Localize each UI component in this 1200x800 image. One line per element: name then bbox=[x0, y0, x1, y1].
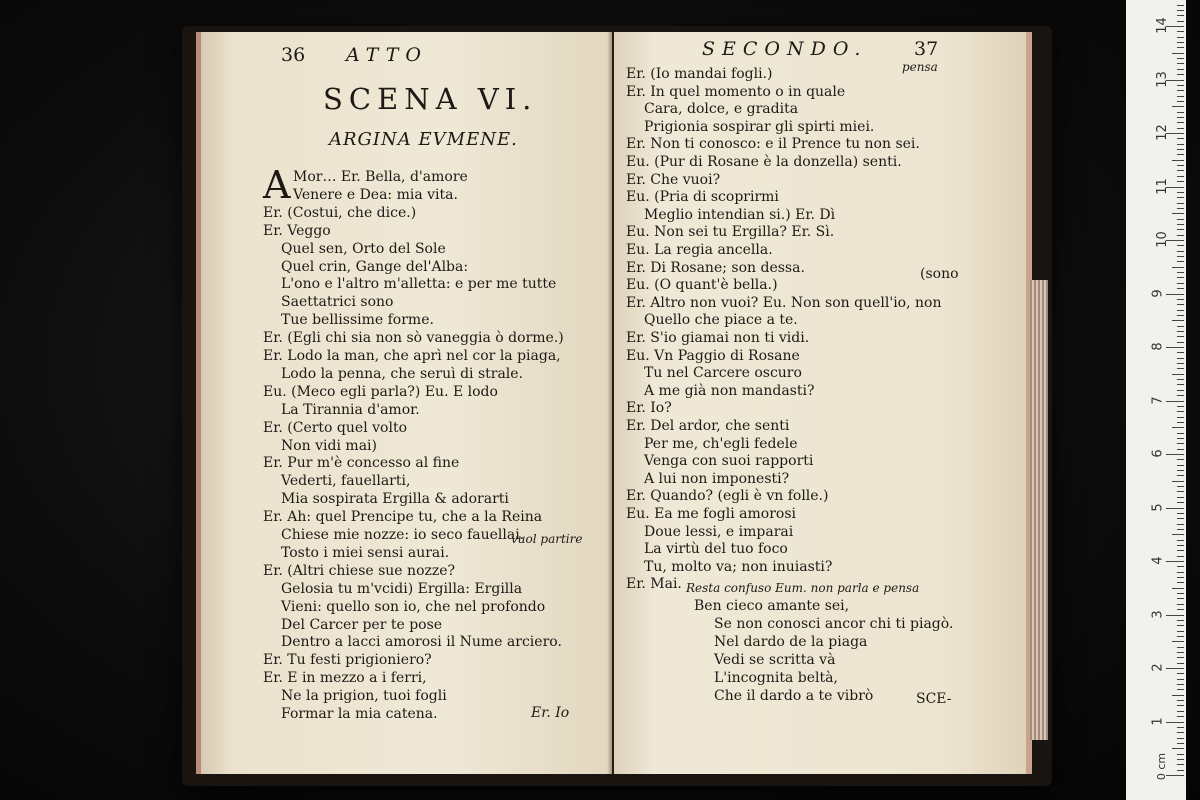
ruler-tick bbox=[1177, 647, 1184, 648]
ruler-tick bbox=[1177, 379, 1184, 380]
ruler-tick bbox=[1177, 598, 1184, 599]
verse-line: Er. (Costui, che dice.) bbox=[263, 204, 417, 221]
ruler-tick bbox=[1177, 759, 1184, 760]
ruler-tick bbox=[1177, 443, 1184, 444]
page-number-right: 37 bbox=[914, 38, 939, 60]
ruler-tick bbox=[1177, 331, 1184, 332]
verse-line: Er. (Io mandai fogli.) bbox=[626, 66, 773, 82]
ruler-tick bbox=[1177, 550, 1184, 551]
verse-line: Er. Ah: quel Prencipe tu, che a la Reina bbox=[263, 509, 543, 526]
ruler-tick bbox=[1177, 5, 1184, 6]
ruler-tick bbox=[1177, 128, 1184, 129]
ruler-tick bbox=[1166, 401, 1184, 402]
ruler-tick bbox=[1177, 486, 1184, 487]
ruler-tick bbox=[1177, 459, 1184, 460]
stage-direction-right: Resta confuso Eum. non parla e pensa bbox=[686, 581, 920, 595]
ruler-tick bbox=[1177, 475, 1184, 476]
verse-line: La Tirannia d'amor. bbox=[281, 401, 420, 418]
verse-line: Er. Pur m'è concesso al fine bbox=[263, 455, 460, 472]
ruler-tick bbox=[1172, 374, 1184, 375]
verse-line: Tosto i miei sensi aurai. bbox=[281, 544, 450, 561]
stage-direction-left: vuol partire bbox=[511, 532, 583, 546]
ruler-tick bbox=[1177, 85, 1184, 86]
ruler-tick bbox=[1177, 738, 1184, 739]
ruler-tick bbox=[1177, 513, 1184, 514]
ruler-tick bbox=[1177, 679, 1184, 680]
ruler-tick bbox=[1177, 406, 1184, 407]
ruler-tick bbox=[1166, 294, 1184, 295]
ruler-tick bbox=[1177, 470, 1184, 471]
ruler-tick bbox=[1177, 582, 1184, 583]
ruler-tick bbox=[1172, 160, 1184, 161]
ruler-tick bbox=[1172, 695, 1184, 696]
verse-line: Saettatrici sono bbox=[281, 294, 394, 311]
ruler-tick bbox=[1177, 101, 1184, 102]
ruler-tick bbox=[1177, 154, 1184, 155]
verse-line: Meglio intendian si.) Er. Dì bbox=[644, 206, 836, 223]
ruler-tick bbox=[1177, 63, 1184, 64]
ruler-number: 8 bbox=[1150, 342, 1166, 351]
ruler-tick bbox=[1177, 620, 1184, 621]
ruler-tick bbox=[1177, 743, 1184, 744]
ruler-tick bbox=[1177, 138, 1184, 139]
ruler-tick bbox=[1177, 518, 1184, 519]
ruler-tick bbox=[1177, 149, 1184, 150]
ruler-tick bbox=[1177, 684, 1184, 685]
ruler-tick bbox=[1177, 363, 1184, 364]
ruler-tick bbox=[1172, 320, 1184, 321]
ruler-tick bbox=[1177, 689, 1184, 690]
ruler-tick bbox=[1166, 775, 1184, 776]
ruler-tick bbox=[1177, 556, 1184, 557]
ruler-unit-label: 0 cm bbox=[1155, 752, 1169, 781]
verse-line: Er. Mai. bbox=[626, 576, 682, 593]
verse-line: Er. Veggo bbox=[263, 222, 331, 239]
aria-line: Che il dardo a te vibrò bbox=[714, 688, 874, 704]
ruler-tick bbox=[1172, 534, 1184, 535]
ruler-tick bbox=[1177, 422, 1184, 423]
verse-line: A me già non mandasti? bbox=[644, 382, 815, 399]
verse-line: Er. Del ardor, che senti bbox=[626, 418, 790, 434]
ruler-tick bbox=[1177, 700, 1184, 701]
ruler-tick bbox=[1177, 315, 1184, 316]
ruler-number: 7 bbox=[1150, 395, 1166, 405]
ruler-tick bbox=[1177, 395, 1184, 396]
ruler-tick bbox=[1177, 336, 1184, 337]
ruler-tick bbox=[1177, 251, 1184, 252]
verse-line: La virtù del tuo foco bbox=[644, 541, 788, 558]
ruler-tick bbox=[1177, 47, 1184, 48]
ruler-tick bbox=[1177, 74, 1184, 75]
verse-line: Tu nel Carcere oscuro bbox=[644, 365, 802, 382]
ruler-tick bbox=[1177, 727, 1184, 728]
ruler-tick bbox=[1177, 754, 1184, 755]
ruler-tick bbox=[1172, 427, 1184, 428]
verse-line: Er. (Egli chi sia non sò vaneggia ò dorme.) bbox=[263, 330, 564, 347]
ruler-tick bbox=[1177, 770, 1184, 771]
verse-line: Eu. La regia ancella. bbox=[626, 242, 773, 258]
ruler-tick bbox=[1177, 609, 1184, 610]
verse-line: Quel sen, Orto del Sole bbox=[281, 240, 446, 257]
aria-line: L'incognita beltà, bbox=[714, 670, 838, 686]
ruler-tick bbox=[1177, 663, 1184, 664]
running-head-right: SECONDO. bbox=[702, 38, 868, 60]
ruler-tick bbox=[1172, 748, 1184, 749]
aria-line: Ben cieco amante sei, bbox=[694, 598, 850, 614]
ruler-tick bbox=[1177, 310, 1184, 311]
ruler-tick bbox=[1177, 144, 1184, 145]
verse-line: Quel crin, Gange del'Alba: bbox=[281, 258, 469, 275]
ruler-tick bbox=[1177, 631, 1184, 632]
ruler-tick bbox=[1177, 288, 1184, 289]
ruler-tick bbox=[1166, 454, 1184, 455]
ruler-tick bbox=[1177, 657, 1184, 658]
ruler-tick bbox=[1172, 213, 1184, 214]
ruler-tick bbox=[1166, 561, 1184, 562]
ruler-tick bbox=[1177, 21, 1184, 22]
verse-line: Ne la prigion, tuoi fogli bbox=[281, 688, 447, 705]
ruler-tick bbox=[1177, 491, 1184, 492]
ruler-tick bbox=[1177, 197, 1184, 198]
ruler-tick bbox=[1166, 615, 1184, 616]
ruler-number: 13 bbox=[1154, 70, 1170, 88]
verse-line: Eu. (Pur di Rosane è la donzella) senti. bbox=[626, 154, 902, 170]
ruler-tick bbox=[1177, 390, 1184, 391]
ruler-tick bbox=[1177, 326, 1184, 327]
ruler-tick bbox=[1177, 652, 1184, 653]
ruler-tick bbox=[1177, 277, 1184, 278]
verse-line: Er. Non ti conosco: e il Prence tu non sei. bbox=[626, 136, 920, 153]
verse-line: Er. Quando? (egli è vn folle.) bbox=[626, 488, 829, 505]
ruler-tick bbox=[1172, 481, 1184, 482]
verse-line: Er. Tu festi prigioniero? bbox=[263, 652, 432, 669]
ruler-tick bbox=[1177, 261, 1184, 262]
ruler-number: 12 bbox=[1154, 124, 1170, 141]
ruler-tick bbox=[1177, 593, 1184, 594]
margin-note-sono: (sono bbox=[920, 266, 959, 282]
drop-cap: A bbox=[263, 163, 291, 207]
ruler-number: 1 bbox=[1150, 716, 1166, 726]
verse-line: Non vidi mai) bbox=[281, 437, 377, 454]
verse-line: Mor… Er. Bella, d'amore bbox=[293, 169, 468, 185]
verse-line: Tu, molto va; non inuiasti? bbox=[644, 558, 833, 575]
verse-line: Prigionia sospirar gli spirti miei. bbox=[644, 118, 875, 135]
ruler-tick bbox=[1177, 625, 1184, 626]
ruler-tick bbox=[1177, 411, 1184, 412]
verse-line: Er. (Certo quel volto bbox=[263, 419, 407, 436]
ruler-tick bbox=[1172, 641, 1184, 642]
ruler-tick bbox=[1177, 203, 1184, 204]
verse-line: Quello che piace a te. bbox=[644, 312, 798, 329]
ruler-tick bbox=[1177, 604, 1184, 605]
verse-line: Eu. (O quant'è bella.) bbox=[626, 277, 778, 294]
ruler-number: 4 bbox=[1150, 556, 1166, 565]
verse-line: Eu. (Pria di scoprirmi bbox=[626, 189, 779, 206]
scene-characters: ARGINA EVMENE. bbox=[329, 129, 518, 150]
ruler-tick bbox=[1177, 732, 1184, 733]
ruler-tick bbox=[1177, 497, 1184, 498]
ruler-tick bbox=[1172, 53, 1184, 54]
running-head-left: ATTO bbox=[346, 44, 428, 66]
aria-line: Vedi se scritta và bbox=[714, 652, 836, 668]
ruler-tick bbox=[1172, 267, 1184, 268]
margin-note-top: pensa bbox=[902, 60, 938, 74]
aria-line: Nel dardo de la piaga bbox=[714, 634, 868, 650]
ruler-tick bbox=[1177, 673, 1184, 674]
ruler-tick bbox=[1177, 117, 1184, 118]
left-page bbox=[196, 32, 612, 774]
right-page bbox=[614, 32, 1032, 774]
ruler-tick bbox=[1177, 122, 1184, 123]
ruler-tick bbox=[1177, 256, 1184, 257]
verse-line: Gelosia tu m'vcidi) Ergilla: Ergilla bbox=[281, 580, 523, 597]
ruler-tick bbox=[1172, 106, 1184, 107]
ruler-number: 5 bbox=[1150, 502, 1166, 512]
verse-line: Vieni: quello son io, che nel profondo bbox=[281, 598, 546, 615]
ruler-tick bbox=[1177, 304, 1184, 305]
verse-line: Eu. Ea me fogli amorosi bbox=[626, 506, 796, 522]
verse-line: Lodo la penna, che seruì di strale. bbox=[281, 365, 524, 382]
ruler-tick bbox=[1177, 711, 1184, 712]
ruler-tick bbox=[1177, 208, 1184, 209]
ruler-tick bbox=[1166, 722, 1184, 723]
ruler-tick bbox=[1177, 524, 1184, 525]
ruler-tick bbox=[1177, 572, 1184, 573]
ruler-tick bbox=[1177, 37, 1184, 38]
ruler-tick bbox=[1177, 577, 1184, 578]
ruler-tick bbox=[1177, 192, 1184, 193]
verse-line: Del Carcer per te pose bbox=[281, 616, 443, 633]
ruler-tick bbox=[1177, 272, 1184, 273]
verse-line: Venere e Dea: mia vita. bbox=[293, 186, 458, 203]
ruler-tick bbox=[1177, 352, 1184, 353]
verse-line: Er. Altro non vuoi? Eu. Non son quell'io, non bbox=[626, 294, 942, 311]
ruler-tick bbox=[1177, 529, 1184, 530]
catchword-right: SCE- bbox=[916, 691, 952, 707]
verse-line: Er. Io? bbox=[626, 400, 672, 417]
ruler-tick bbox=[1177, 58, 1184, 59]
catchword-left: Er. Io bbox=[531, 705, 570, 721]
ruler-tick bbox=[1177, 705, 1184, 706]
ruler-tick bbox=[1177, 170, 1184, 171]
ruler-tick bbox=[1177, 764, 1184, 765]
verse-line: Eu. Vn Paggio di Rosane bbox=[626, 347, 800, 364]
ruler-tick bbox=[1177, 342, 1184, 343]
ruler-tick bbox=[1177, 566, 1184, 567]
ruler-tick bbox=[1177, 181, 1184, 182]
ruler-tick bbox=[1177, 219, 1184, 220]
ruler-tick bbox=[1177, 417, 1184, 418]
ruler-number: 2 bbox=[1150, 663, 1166, 672]
verse-line: Eu. (Meco egli parla?) Eu. E lodo bbox=[263, 383, 498, 400]
verse-line: Er. S'io giamai non ti vidi. bbox=[626, 330, 810, 346]
verse-line: Mia sospirata Ergilla & adorarti bbox=[281, 491, 509, 508]
ruler-tick bbox=[1177, 15, 1184, 16]
ruler-tick bbox=[1177, 716, 1184, 717]
verse-line: Eu. Non sei tu Ergilla? Er. Sì. bbox=[626, 224, 835, 241]
ruler-number: 11 bbox=[1154, 177, 1170, 195]
verse-line: Venga con suoi rapporti bbox=[644, 453, 814, 470]
ruler-tick bbox=[1177, 31, 1184, 32]
verse-line: Er. Che vuoi? bbox=[626, 171, 721, 188]
verse-line: Per me, ch'egli fedele bbox=[644, 435, 798, 452]
verse-line: Dentro a lacci amorosi il Nume arciero. bbox=[281, 634, 562, 651]
ruler-tick bbox=[1172, 588, 1184, 589]
verse-line: Er. E in mezzo a i ferri, bbox=[263, 670, 427, 687]
ruler-tick bbox=[1177, 69, 1184, 70]
verse-line: Doue lessi, e imparai bbox=[644, 523, 794, 540]
ruler-tick bbox=[1177, 224, 1184, 225]
ruler-number: 3 bbox=[1150, 609, 1166, 619]
ruler-tick bbox=[1177, 176, 1184, 177]
scene-title: SCENA VI. bbox=[323, 82, 538, 116]
ruler-tick bbox=[1177, 438, 1184, 439]
ruler-tick bbox=[1177, 96, 1184, 97]
verse-line: Er. Di Rosane; son dessa. bbox=[626, 259, 805, 276]
aria-line: Se non conosci ancor chi ti piagò. bbox=[714, 616, 954, 632]
ruler-tick bbox=[1177, 245, 1184, 246]
verse-line: Er. In quel momento o in quale bbox=[626, 83, 846, 100]
ruler-tick bbox=[1177, 42, 1184, 43]
ruler-tick bbox=[1166, 347, 1184, 348]
ruler-tick bbox=[1177, 90, 1184, 91]
ruler-number: 9 bbox=[1150, 288, 1166, 298]
verse-line: Vederti, fauellarti, bbox=[281, 473, 411, 490]
verse-line: Er. (Altri chiese sue nozze? bbox=[263, 562, 456, 579]
page-number-left: 36 bbox=[281, 44, 306, 66]
ruler-tick bbox=[1177, 502, 1184, 503]
ruler-tick bbox=[1177, 545, 1184, 546]
ruler-tick bbox=[1166, 668, 1184, 669]
ruler-tick bbox=[1177, 235, 1184, 236]
ruler-tick bbox=[1177, 283, 1184, 284]
ruler-tick bbox=[1177, 368, 1184, 369]
ruler-tick bbox=[1177, 465, 1184, 466]
verse-line: A lui non imponesti? bbox=[644, 470, 790, 487]
ruler-number: 10 bbox=[1154, 231, 1170, 248]
ruler-tick bbox=[1177, 112, 1184, 113]
measuring-ruler bbox=[1126, 0, 1186, 800]
verse-line: Formar la mia catena. bbox=[281, 706, 438, 722]
ruler-tick bbox=[1177, 540, 1184, 541]
verse-line: Er. Lodo la man, che aprì nel cor la piaga, bbox=[263, 348, 561, 364]
ruler-tick bbox=[1177, 384, 1184, 385]
verse-line: Chiese mie nozze: io seco fauellai. bbox=[281, 527, 525, 543]
ruler-tick bbox=[1177, 299, 1184, 300]
ruler-tick bbox=[1177, 10, 1184, 11]
ruler-tick bbox=[1177, 433, 1184, 434]
ruler-tick bbox=[1177, 165, 1184, 166]
verse-line: L'ono e l'altro m'alletta: e per me tutte bbox=[281, 276, 557, 293]
ruler-tick bbox=[1166, 508, 1184, 509]
page-edges bbox=[1030, 280, 1048, 740]
ruler-number: 14 bbox=[1154, 17, 1170, 34]
ruler-tick bbox=[1177, 636, 1184, 637]
ruler-tick bbox=[1177, 449, 1184, 450]
ruler-number: 6 bbox=[1150, 449, 1166, 458]
verse-line: Tue bellissime forme. bbox=[281, 312, 434, 329]
ruler-tick bbox=[1177, 229, 1184, 230]
ruler-tick bbox=[1177, 358, 1184, 359]
verse-line: Cara, dolce, e gradita bbox=[644, 101, 799, 118]
